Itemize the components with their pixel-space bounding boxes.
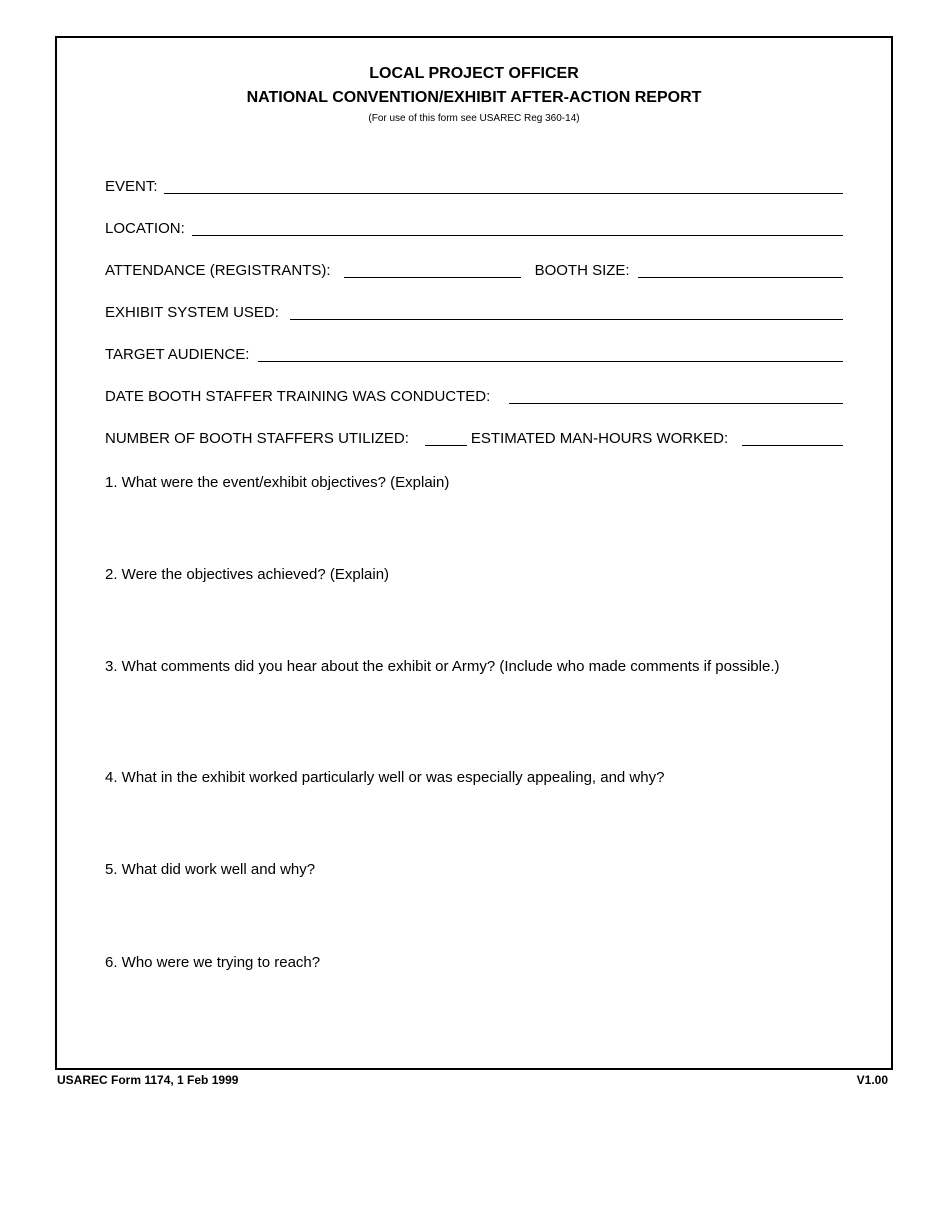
training-date-label: DATE BOOTH STAFFER TRAINING WAS CONDUCTED: bbox=[105, 388, 491, 405]
num-staffers-label: NUMBER OF BOOTH STAFFERS UTILIZED: bbox=[105, 430, 409, 447]
event-label: EVENT: bbox=[105, 178, 158, 195]
exhibit-system-row bbox=[105, 302, 843, 322]
question-6: 6. Who were we trying to reach? bbox=[105, 954, 321, 971]
staffers-row bbox=[105, 428, 843, 448]
question-3: 3. What comments did you hear about the exhibit or Army? (Include who made comments if possible.) bbox=[105, 658, 780, 675]
exhibit-system-field[interactable] bbox=[290, 303, 843, 320]
question-1: 1. What were the event/exhibit objectives? (Explain) bbox=[105, 474, 450, 491]
question-2: 2. Were the objectives achieved? (Explain) bbox=[105, 566, 390, 583]
attendance-row bbox=[105, 260, 843, 280]
exhibit-system-label: EXHIBIT SYSTEM USED: bbox=[105, 304, 279, 321]
attendance-label: ATTENDANCE (REGISTRANTS): bbox=[105, 262, 331, 279]
location-row bbox=[105, 218, 843, 238]
location-field[interactable] bbox=[192, 219, 843, 236]
question-5: 5. What did work well and why? bbox=[105, 861, 316, 878]
form-number: USAREC Form 1174, 1 Feb 1999 bbox=[57, 1073, 239, 1087]
event-field[interactable] bbox=[164, 177, 843, 194]
man-hours-label: ESTIMATED MAN-HOURS WORKED: bbox=[470, 430, 729, 447]
num-staffers-field[interactable] bbox=[425, 429, 467, 446]
booth-size-field[interactable] bbox=[638, 261, 843, 278]
form-subtitle: (For use of this form see USAREC Reg 360-14) bbox=[368, 113, 580, 124]
training-date-field[interactable] bbox=[509, 387, 843, 404]
form-title-line1: LOCAL PROJECT OFFICER bbox=[369, 65, 579, 82]
question-4: 4. What in the exhibit worked particularly well or was especially appealing, and why? bbox=[105, 769, 665, 786]
attendance-field[interactable] bbox=[344, 261, 521, 278]
form-version: V1.00 bbox=[856, 1073, 888, 1087]
event-row bbox=[105, 176, 843, 196]
man-hours-field[interactable] bbox=[742, 429, 843, 446]
training-date-row bbox=[105, 386, 843, 406]
target-audience-label: TARGET AUDIENCE: bbox=[105, 346, 250, 363]
target-audience-row bbox=[105, 344, 843, 364]
booth-size-label: BOOTH SIZE: bbox=[534, 262, 630, 279]
form-title-line2: NATIONAL CONVENTION/EXHIBIT AFTER-ACTION REPORT bbox=[246, 89, 702, 106]
target-audience-field[interactable] bbox=[258, 345, 843, 362]
location-label: LOCATION: bbox=[105, 220, 185, 237]
